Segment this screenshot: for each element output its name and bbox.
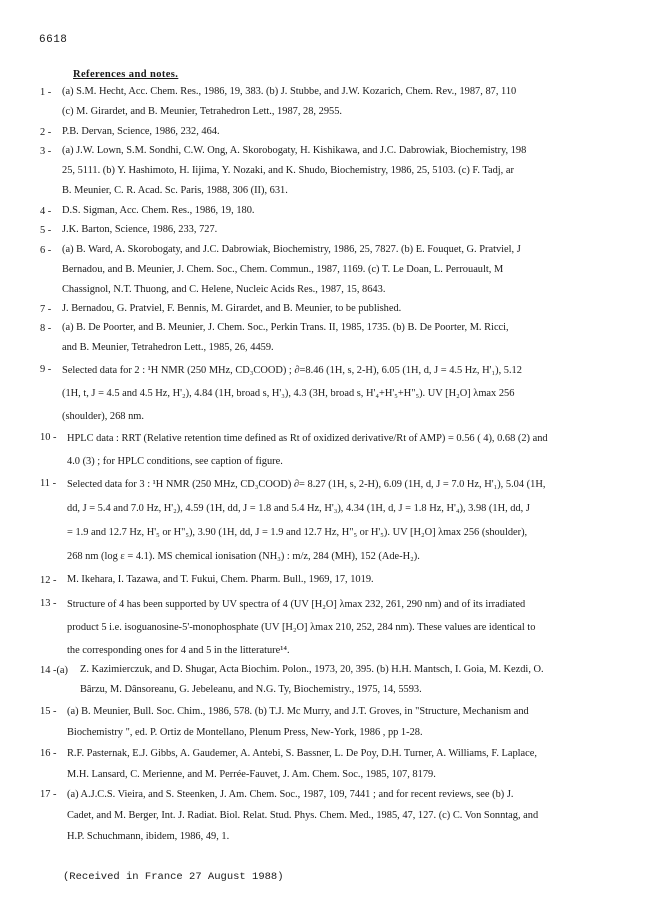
- reference-line: (a) B. Ward, A. Skorobogaty, and J.C. Dabrowiak, Biochemistry, 1986, 25, 7827. (b) E. Fouquet, G. Pratviel, J: [62, 244, 521, 255]
- reference-number: 6 -: [40, 245, 52, 256]
- reference-text: [67, 784, 640, 847]
- reference-number: 1 -: [40, 87, 52, 98]
- reference-text: [67, 427, 640, 473]
- reference-number: 12 -: [40, 575, 57, 586]
- reference-text: [80, 660, 640, 700]
- reference-number: 3 -: [40, 146, 52, 157]
- reference-text: [62, 318, 640, 358]
- reference-text: [62, 220, 640, 240]
- reference-number: 9 -: [40, 364, 52, 375]
- reference-line: Structure of 4 has been supported by UV spectra of 4 (UV [H₂O] λmax 232, 261, 290 nm) and of its irradiated: [67, 599, 526, 610]
- reference-line: (c) M. Girardet, and B. Meunier, Tetrahedron Lett., 1987, 28, 2955.: [62, 106, 343, 117]
- reference-text: [62, 359, 640, 428]
- reference-line: R.F. Pasternak, E.J. Gibbs, A. Gaudemer, A. Antebi, S. Bassner, L. De Poy, D.H. Turner, A. Williams, F. Laplace,: [67, 748, 537, 759]
- reference-line: H.P. Schuchmann, ibidem, 1986, 49, 1.: [67, 831, 230, 842]
- reference-line: D.S. Sigman, Acc. Chem. Res., 1986, 19, 180.: [62, 205, 255, 216]
- reference-line: 4.0 (3) ; for HPLC conditions, see caption of figure.: [67, 456, 283, 467]
- reference-text: [62, 299, 640, 319]
- reference-line: Biochemistry ", ed. P. Ortiz de Montellano, Plenum Press, New-York, 1986 , pp 1-28.: [67, 727, 423, 738]
- reference-line: dd, J = 5.4 and 7.0 Hz, H'₂), 4.59 (1H, dd, J = 1.8 and 5.4 Hz, H'₃), 4.34 (1H, d, J = 1.8 Hz, H'₄), 3.98 (1H, dd, J: [67, 503, 530, 514]
- reference-number: 17 -: [40, 789, 57, 800]
- reference-line: J.K. Barton, Science, 1986, 233, 727.: [62, 224, 218, 235]
- reference-line: (a) B. De Poorter, and B. Meunier, J. Chem. Soc., Perkin Trans. II, 1985, 1735. (b) B. De Poorter, M. Ricci,: [62, 322, 509, 333]
- received-date: (Received in France 27 August 1988): [63, 871, 284, 883]
- reference-number: 2 -: [40, 127, 52, 138]
- page-number: 6618: [39, 34, 68, 46]
- reference-line: M. Ikehara, I. Tazawa, and T. Fukui, Chem. Pharm. Bull., 1969, 17, 1019.: [67, 574, 374, 585]
- reference-line: the corresponding ones for 4 and 5 in the litterature¹⁴.: [67, 645, 290, 656]
- reference-line: (a) S.M. Hecht, Acc. Chem. Res., 1986, 19, 383. (b) J. Stubbe, and J.W. Kozarich, Chem. Rev., 1987, 87, 110: [62, 86, 517, 97]
- reference-number: 7 -: [40, 304, 52, 315]
- reference-number: 14 -(a): [40, 665, 68, 676]
- reference-line: Chassignol, N.T. Thuong, and C. Helene, Nucleic Acids Res., 1987, 15, 8643.: [62, 284, 386, 295]
- reference-line: J. Bernadou, G. Pratviel, F. Bennis, M. Girardet, and B. Meunier, to be published.: [62, 303, 402, 314]
- reference-line: Z. Kazimierczuk, and D. Shugar, Acta Biochim. Polon., 1973, 20, 395. (b) H.H. Mantsch, I. Goia, M. Kezdi, O.: [80, 664, 544, 675]
- reference-text: [62, 240, 640, 300]
- reference-line: = 1.9 and 12.7 Hz, H'₅ or H"₅), 3.90 (1H, dd, J = 1.9 and 12.7 Hz, H"₅ or H'₅). UV [H₂O] λmax 256 (shoulder),: [67, 527, 528, 538]
- reference-line: and B. Meunier, Tetrahedron Lett., 1985, 26, 4459.: [62, 342, 274, 353]
- reference-text: [62, 141, 640, 201]
- reference-number: 16 -: [40, 748, 57, 759]
- references-heading: References and notes.: [73, 69, 179, 80]
- reference-line: 268 nm (log ε = 4.1). MS chemical ionisation (NH₃) : m/z, 284 (MH), 152 (Ade-H₂).: [67, 551, 420, 562]
- reference-line: P.B. Dervan, Science, 1986, 232, 464.: [62, 126, 220, 137]
- reference-number: 13 -: [40, 598, 57, 609]
- reference-line: B. Meunier, C. R. Acad. Sc. Paris, 1988, 306 (II), 631.: [62, 185, 288, 196]
- reference-line: HPLC data : RRT (Relative retention time defined as Rt of oxidized derivative/Rt of AMP) = 0.56 ( 4), 0.68 (2) and: [67, 433, 548, 444]
- reference-line: Bârzu, M. Dânsoreanu, G. Jebeleanu, and N.G. Ty, Biochemistry., 1975, 14, 5593.: [80, 684, 422, 695]
- reference-line: Selected data for 2 : ¹H NMR (250 MHz, CD₃COOD) ; ∂=8.46 (1H, s, 2-H), 6.05 (1H, d, J = 4.5 Hz, H'₁), 5.12: [62, 365, 522, 376]
- reference-line: (a) A.J.C.S. Vieira, and S. Steenken, J. Am. Chem. Soc., 1987, 109, 7441 ; and for recent reviews, see (b) J.: [67, 789, 514, 800]
- reference-text: [62, 82, 640, 122]
- reference-line: (shoulder), 268 nm.: [62, 411, 144, 422]
- reference-number: 11 -: [40, 478, 57, 489]
- reference-line: product 5 i.e. isoguanosine-5'-monophosphate (UV [H₂O] λmax 210, 252, 284 nm). These values are identical to: [67, 622, 536, 633]
- reference-text: [62, 201, 640, 221]
- reference-text: [67, 473, 640, 569]
- reference-number: 15 -: [40, 706, 57, 717]
- reference-number: 8 -: [40, 323, 52, 334]
- reference-number: 4 -: [40, 206, 52, 217]
- reference-line: M.H. Lansard, C. Merienne, and M. Perrée-Fauvet, J. Am. Chem. Soc., 1985, 107, 8179.: [67, 769, 436, 780]
- reference-text: [62, 122, 640, 142]
- reference-line: (1H, t, J = 4.5 and 4.5 Hz, H'₂), 4.84 (1H, broad s, H'₃), 4.3 (3H, broad s, H'₄+H'₅+H"₅). UV [H₂O] λmax 256: [62, 388, 515, 399]
- reference-line: 25, 5111. (b) Y. Hashimoto, H. Iijima, Y. Nozaki, and K. Shudo, Biochemistry, 1986, 25, 5103. (c) F. Tadj, ar: [62, 165, 514, 176]
- reference-text: [67, 593, 640, 662]
- reference-number: 5 -: [40, 225, 52, 236]
- reference-line: (a) B. Meunier, Bull. Soc. Chim., 1986, 578. (b) T.J. Mc Murry, and J.T. Groves, in "Structure, Mechanism and: [67, 706, 529, 717]
- reference-line: Cadet, and M. Berger, Int. J. Radiat. Biol. Relat. Stud. Phys. Chem. Med., 1985, 47, 127. (c) C. Von Sonntag, and: [67, 810, 539, 821]
- reference-line: Selected data for 3 : ¹H NMR (250 MHz, CD₃COOD) ∂= 8.27 (1H, s, 2-H), 6.09 (1H, d, J = 7.0 Hz, H'₁), 5.04 (1H,: [67, 479, 546, 490]
- reference-text: [67, 743, 640, 785]
- reference-number: 10 -: [40, 432, 57, 443]
- reference-line: (a) J.W. Lown, S.M. Sondhi, C.W. Ong, A. Skorobogaty, H. Kishikawa, and J.C. Dabrowiak, Biochemistry, 198: [62, 145, 527, 156]
- reference-text: [67, 570, 640, 590]
- reference-line: Bernadou, and B. Meunier, J. Chem. Soc., Chem. Commun., 1987, 1169. (c) T. Le Doan, L. Perrouault, M: [62, 264, 504, 275]
- reference-text: [67, 701, 640, 743]
